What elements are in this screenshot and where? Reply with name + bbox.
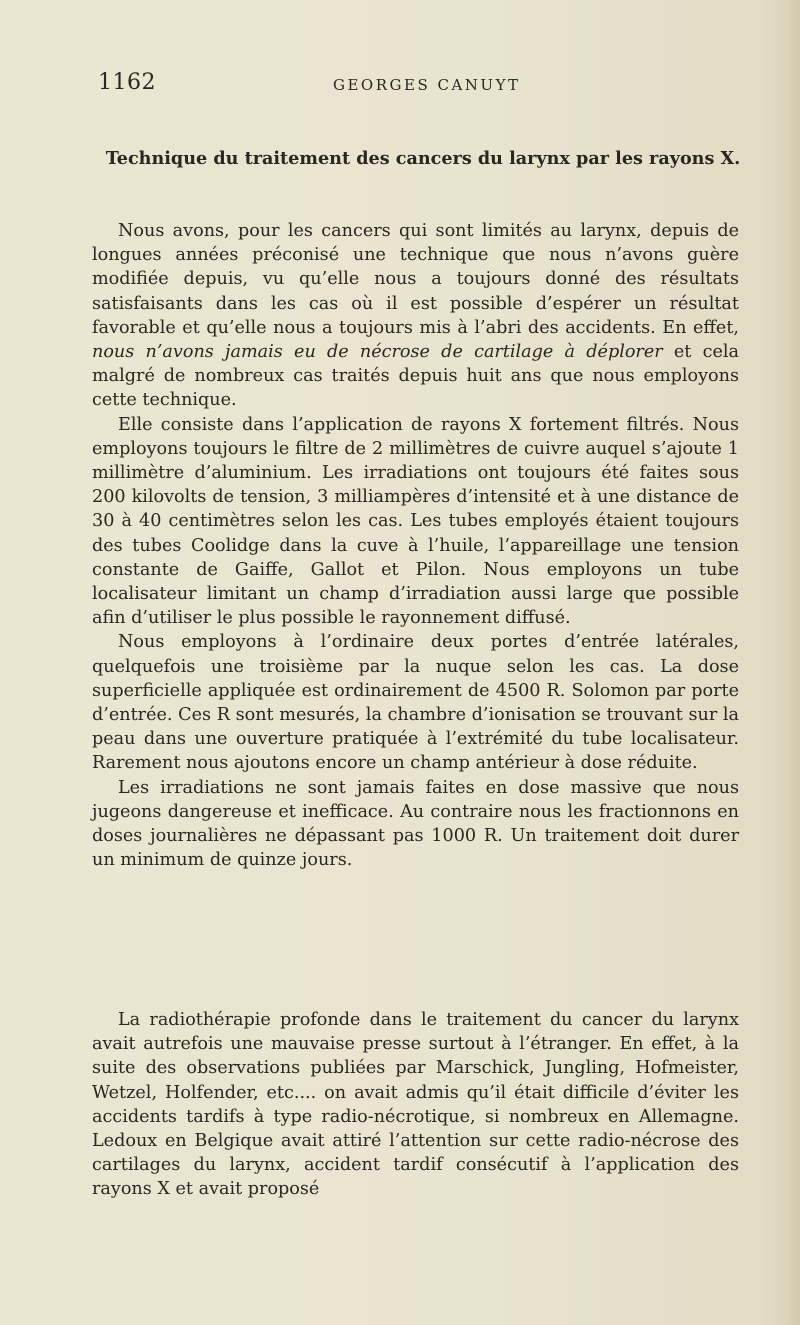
paragraph-1-text-end: et cela malgré de nombreux cas traités depuis huit ans que nous employons cette technique. bbox=[92, 342, 739, 411]
paragraph-4: Les irradiations ne sont jamais faites en dose massive que nous jugeons dangereuse et inefficace. Au contraire nous les fractionnons en doses journalières ne dépassant pas 1000 R. Un traitement doit durer un minimum de quinze jours. bbox=[92, 777, 739, 871]
body-text-main bbox=[92, 219, 739, 872]
section-title: Technique du traitement des cancers du larynx par les rayons X. bbox=[105, 148, 741, 169]
paragraph-2: Elle consiste dans l’application de rayons X fortement filtrés. Nous employons toujours le filtre de 2 millimètres de cuivre auquel s’ajoute 1 millimètre d’aluminium. Les irradiations ont toujours été faites sous 200 kilovolts de tension, 3 milliampères d’intensité et à une distance de 30 à 40 centimètres selon les cas. Les tubes employés étaient toujours des tubes Coolidge dans la cuve à l’huile, l’appareillage une tension constante de Gaiffe, Gallot et Pilon. Nous employons un tube localisateur limitant un champ d’irradiation aussi large que possible afin d’utiliser le plus possible le rayonnement diffusé. bbox=[92, 414, 739, 629]
paragraph-1 bbox=[92, 219, 739, 413]
page-edge-shadow bbox=[786, 0, 800, 1325]
body-text-continued bbox=[92, 1008, 739, 1202]
page-header bbox=[98, 70, 738, 102]
paragraph-1-italic-emphasis: nous n’avons jamais eu de nécrose de cartilage à déplorer bbox=[92, 342, 663, 363]
running-head-author: GEORGES CANUYT bbox=[333, 76, 521, 94]
paragraph-3: Nous employons à l’ordinaire deux portes d’entrée latérales, quelquefois une troisième par la nuque selon les cas. La dose superficielle appliquée est ordinairement de 4500 R. Solomon par porte d’entrée. Ces R sont mesurés, la chambre d’ionisation se trouvant sur la peau dans une ouverture pratiquée à l’extrémité du tube localisateur. Rarement nous ajoutons encore un champ antérieur à dose réduite. bbox=[92, 632, 739, 774]
page-number: 1162 bbox=[98, 70, 156, 95]
paragraph-1-text-start: Nous avons, pour les cancers qui sont limités au larynx, depuis de longues années préconisé une technique que nous n’avons guère modifiée depuis, vu qu’elle nous a toujours donné des résultats satisfaisants dans les cas où il est possible d’espérer un résultat favorable et qu’elle nous a toujours mis à l’abri des accidents. En effet, bbox=[92, 221, 739, 338]
paragraph-5: La radiothérapie profonde dans le traitement du cancer du larynx avait autrefois une mauvaise presse surtout à l’étranger. En effet, à la suite des observations publiées par Marschick, Jungling, Hofmeister, Wetzel, Holfender, etc.... on avait admis qu’il était difficile d’éviter les accidents tardifs à type radio-nécrotique, si nombreux en Allemagne. Ledoux en Belgique avait attiré l’attention sur cette radio-nécrose des cartilages du larynx, accident tardif consécutif à l’application des rayons X et avait proposé bbox=[92, 1010, 739, 1200]
